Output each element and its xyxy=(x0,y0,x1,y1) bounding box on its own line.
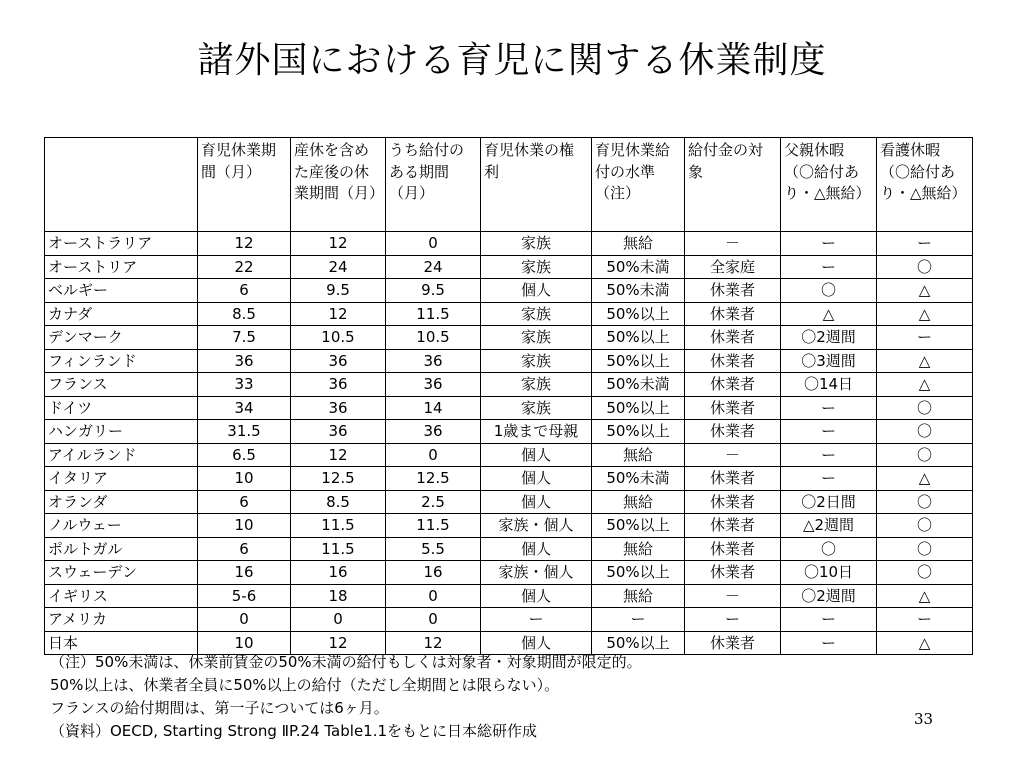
table-cell: 家族 xyxy=(481,373,592,397)
table-cell: 個人 xyxy=(481,443,592,467)
table-cell: ー xyxy=(781,420,877,444)
country-cell: ベルギー xyxy=(45,279,198,303)
table-cell: 家族 xyxy=(481,255,592,279)
table-row xyxy=(45,326,973,350)
table-cell: 0 xyxy=(291,608,386,632)
table-cell: 〇 xyxy=(877,537,973,561)
table-cell: 16 xyxy=(198,561,291,585)
table-cell: 11.5 xyxy=(291,514,386,538)
table-cell: 24 xyxy=(386,255,481,279)
table-cell: ー xyxy=(592,608,685,632)
table-cell: 無給 xyxy=(592,537,685,561)
country-cell: アイルランド xyxy=(45,443,198,467)
footnote: フランスの給付期間は、第一子については6ヶ月。 xyxy=(50,699,389,717)
footnote: 50%以上は、休業者全員に50%以上の給付（ただし全期間とは限らない）。 xyxy=(50,676,560,694)
table-cell: 休業者 xyxy=(685,490,781,514)
table-cell: 8.5 xyxy=(198,302,291,326)
table-cell: △ xyxy=(877,373,973,397)
table-cell: 50%以上 xyxy=(592,420,685,444)
table-cell: ー xyxy=(781,232,877,256)
table-cell: － xyxy=(685,443,781,467)
table-body xyxy=(45,232,973,655)
table-cell: 33 xyxy=(198,373,291,397)
table-cell: 休業者 xyxy=(685,514,781,538)
table-cell: 6 xyxy=(198,490,291,514)
table-cell: 12 xyxy=(291,302,386,326)
table-cell: 12 xyxy=(291,631,386,655)
table-cell: 7.5 xyxy=(198,326,291,350)
table-cell: 0 xyxy=(386,232,481,256)
table-cell: 家族・個人 xyxy=(481,514,592,538)
country-cell: ドイツ xyxy=(45,396,198,420)
table-cell: 休業者 xyxy=(685,467,781,491)
table-cell: 50%以上 xyxy=(592,326,685,350)
country-cell: オーストリア xyxy=(45,255,198,279)
table-cell: 12 xyxy=(291,232,386,256)
table-cell: 36 xyxy=(291,396,386,420)
table-cell: 無給 xyxy=(592,443,685,467)
table-row xyxy=(45,373,973,397)
table-cell: 家族 xyxy=(481,326,592,350)
country-cell: イギリス xyxy=(45,584,198,608)
table-cell: △ xyxy=(877,467,973,491)
table-row xyxy=(45,302,973,326)
table-cell: ー xyxy=(877,326,973,350)
table-cell: 5.5 xyxy=(386,537,481,561)
table-cell: 36 xyxy=(291,420,386,444)
table-cell: 50%未満 xyxy=(592,467,685,491)
table-row xyxy=(45,396,973,420)
table-cell: 〇 xyxy=(781,279,877,303)
table-cell: 50%未満 xyxy=(592,279,685,303)
table-cell: 9.5 xyxy=(386,279,481,303)
table-cell: 休業者 xyxy=(685,396,781,420)
table-cell: 12 xyxy=(198,232,291,256)
table-cell: 個人 xyxy=(481,279,592,303)
table-cell: － xyxy=(685,584,781,608)
table-cell: 11.5 xyxy=(386,302,481,326)
page-title: 諸外国における育児に関する休業制度 xyxy=(197,40,827,81)
table-cell: 50%未満 xyxy=(592,373,685,397)
table-cell: 12 xyxy=(386,631,481,655)
table-cell: 無給 xyxy=(592,584,685,608)
country-cell: 日本 xyxy=(45,631,198,655)
table-cell: 10.5 xyxy=(386,326,481,350)
table-cell: 〇 xyxy=(877,255,973,279)
table-cell: 50%以上 xyxy=(592,302,685,326)
table-cell: 50%以上 xyxy=(592,561,685,585)
table-cell: 〇3週間 xyxy=(781,349,877,373)
table-cell: 無給 xyxy=(592,490,685,514)
table-cell: 24 xyxy=(291,255,386,279)
table-cell: 0 xyxy=(386,443,481,467)
table-cell: △ xyxy=(877,584,973,608)
table-cell: ー xyxy=(877,608,973,632)
table-cell: 休業者 xyxy=(685,302,781,326)
table-cell: 家族 xyxy=(481,302,592,326)
table-cell: 家族 xyxy=(481,232,592,256)
header-cell: 産休を含めた産後の休業期間（月） xyxy=(291,138,386,232)
table-cell: 6 xyxy=(198,537,291,561)
table-cell: ー xyxy=(781,631,877,655)
page-number: 33 xyxy=(914,710,934,728)
table-cell: 8.5 xyxy=(291,490,386,514)
table-cell: 10 xyxy=(198,631,291,655)
header-cell: 育児休業期間（月） xyxy=(198,138,291,232)
table-cell: 休業者 xyxy=(685,631,781,655)
table-cell: 22 xyxy=(198,255,291,279)
table-cell: 12.5 xyxy=(386,467,481,491)
footnote: （資料）OECD, Starting Strong ⅡP.24 Table1.1をもとに日本総研作成 xyxy=(50,722,538,740)
table-cell: ー xyxy=(781,608,877,632)
footnote: （注）50%未満は、休業前賃金の50%未満の給付もしくは対象者・対象期間が限定的。 xyxy=(50,653,642,671)
table-cell: ー xyxy=(781,467,877,491)
table-cell: 個人 xyxy=(481,490,592,514)
table-cell: ー xyxy=(877,232,973,256)
table-row xyxy=(45,420,973,444)
header-cell xyxy=(45,138,198,232)
table-cell: 36 xyxy=(198,349,291,373)
table-cell: 家族・個人 xyxy=(481,561,592,585)
table-cell: 休業者 xyxy=(685,349,781,373)
table-cell: 50%以上 xyxy=(592,396,685,420)
table-cell: 〇2日間 xyxy=(781,490,877,514)
country-cell: イタリア xyxy=(45,467,198,491)
table-cell: 休業者 xyxy=(685,420,781,444)
table-cell: 〇 xyxy=(877,396,973,420)
table-cell: 36 xyxy=(386,420,481,444)
country-cell: ノルウェー xyxy=(45,514,198,538)
table-cell: 〇 xyxy=(877,561,973,585)
table-cell: 50%以上 xyxy=(592,349,685,373)
country-cell: フィンランド xyxy=(45,349,198,373)
footnotes xyxy=(50,651,642,743)
country-cell: フランス xyxy=(45,373,198,397)
table-row xyxy=(45,537,973,561)
header-cell: うち給付のある期間（月） xyxy=(386,138,481,232)
table-cell: △ xyxy=(877,279,973,303)
table-cell: 34 xyxy=(198,396,291,420)
header-cell: 育児休業の権利 xyxy=(481,138,592,232)
table-cell: 5-6 xyxy=(198,584,291,608)
table-row xyxy=(45,232,973,256)
table-cell: 〇2週間 xyxy=(781,584,877,608)
table-cell: 〇2週間 xyxy=(781,326,877,350)
table-cell: 〇 xyxy=(877,514,973,538)
table-cell: 休業者 xyxy=(685,279,781,303)
header-cell: 父親休暇（〇給付あり・△無給） xyxy=(781,138,877,232)
table-cell: 36 xyxy=(386,373,481,397)
table-cell: 休業者 xyxy=(685,537,781,561)
table-cell: 0 xyxy=(386,608,481,632)
table-cell: 36 xyxy=(386,349,481,373)
table-cell: 36 xyxy=(291,373,386,397)
table-cell: 〇 xyxy=(877,443,973,467)
table-row xyxy=(45,467,973,491)
table-row xyxy=(45,584,973,608)
header-cell: 育児休業給付の水準（注） xyxy=(592,138,685,232)
table-cell: 個人 xyxy=(481,537,592,561)
table-cell: 〇 xyxy=(877,490,973,514)
table-header-row xyxy=(45,138,973,232)
country-cell: カナダ xyxy=(45,302,198,326)
table-cell: △ xyxy=(877,302,973,326)
table-cell: 36 xyxy=(291,349,386,373)
table-cell: 10 xyxy=(198,467,291,491)
table-cell: 休業者 xyxy=(685,561,781,585)
table-cell: 50%以上 xyxy=(592,631,685,655)
table-cell: 個人 xyxy=(481,584,592,608)
table-cell: 0 xyxy=(386,584,481,608)
table-cell: 31.5 xyxy=(198,420,291,444)
table-cell: 〇 xyxy=(781,537,877,561)
table-cell: 0 xyxy=(198,608,291,632)
table-cell: － xyxy=(685,232,781,256)
table-cell: 18 xyxy=(291,584,386,608)
table-cell: 〇10日 xyxy=(781,561,877,585)
table-row xyxy=(45,443,973,467)
table-cell: 家族 xyxy=(481,396,592,420)
country-cell: オーストラリア xyxy=(45,232,198,256)
table-cell: 12 xyxy=(291,443,386,467)
table-cell: 6.5 xyxy=(198,443,291,467)
table-cell: △ xyxy=(781,302,877,326)
country-cell: スウェーデン xyxy=(45,561,198,585)
table-cell: 〇14日 xyxy=(781,373,877,397)
table-cell: 50%未満 xyxy=(592,255,685,279)
table-cell: 家族 xyxy=(481,349,592,373)
table-cell: 休業者 xyxy=(685,326,781,350)
table-cell: △ xyxy=(877,349,973,373)
table-cell: 2.5 xyxy=(386,490,481,514)
country-cell: ハンガリー xyxy=(45,420,198,444)
table-cell: 10 xyxy=(198,514,291,538)
country-cell: ポルトガル xyxy=(45,537,198,561)
table-cell: ー xyxy=(781,443,877,467)
table-row xyxy=(45,514,973,538)
table-row xyxy=(45,255,973,279)
table-cell: 個人 xyxy=(481,467,592,491)
table-cell: 12.5 xyxy=(291,467,386,491)
table-cell: 10.5 xyxy=(291,326,386,350)
table-cell: △2週間 xyxy=(781,514,877,538)
table-cell: 50%以上 xyxy=(592,514,685,538)
table-cell: ー xyxy=(781,396,877,420)
country-cell: オランダ xyxy=(45,490,198,514)
table-cell: 6 xyxy=(198,279,291,303)
table-cell: 16 xyxy=(386,561,481,585)
table-cell: ー xyxy=(685,608,781,632)
table-cell: 11.5 xyxy=(386,514,481,538)
table-cell: 16 xyxy=(291,561,386,585)
header-cell: 給付金の対象 xyxy=(685,138,781,232)
table-cell: 9.5 xyxy=(291,279,386,303)
table-cell: 休業者 xyxy=(685,373,781,397)
parental-leave-table xyxy=(44,137,973,655)
table-row xyxy=(45,279,973,303)
table-cell: 14 xyxy=(386,396,481,420)
country-cell: アメリカ xyxy=(45,608,198,632)
country-cell: デンマーク xyxy=(45,326,198,350)
table-row xyxy=(45,561,973,585)
table-row xyxy=(45,349,973,373)
header-cell: 看護休暇（〇給付あり・△無給） xyxy=(877,138,973,232)
table-cell: 全家庭 xyxy=(685,255,781,279)
table-cell: 無給 xyxy=(592,232,685,256)
table-row xyxy=(45,490,973,514)
table-cell: 11.5 xyxy=(291,537,386,561)
table-row xyxy=(45,608,973,632)
table-cell: 〇 xyxy=(877,420,973,444)
table-cell: ー xyxy=(481,608,592,632)
table-cell: △ xyxy=(877,631,973,655)
table-cell: ー xyxy=(781,255,877,279)
table-cell: 個人 xyxy=(481,631,592,655)
table-cell: 1歳まで母親 xyxy=(481,420,592,444)
